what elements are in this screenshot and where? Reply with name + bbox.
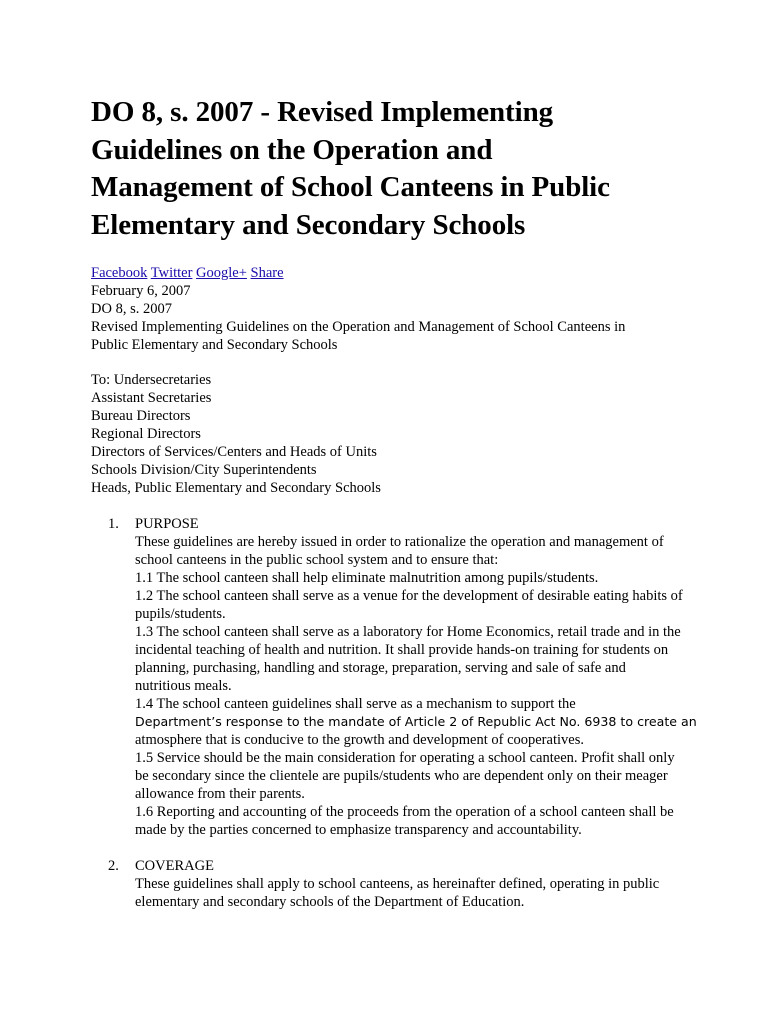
list-item: 1.3 The school canteen shall serve as a laboratory for Home Economics, retail trade and in the incidental teaching of health and nutrition. It shall provide hands-on training for students on planning, purchasing, handling and storage, preparation, serving and sale of safe and nutritious meals.: [135, 624, 681, 694]
google-plus-link[interactable]: Google+: [196, 265, 247, 281]
section-body: [135, 857, 683, 911]
share-link[interactable]: Share: [250, 265, 284, 281]
list-item-line: Department’s response to the mandate of Article 2 of Republic Act No. 6938 to create an: [135, 714, 697, 729]
document-page: [91, 94, 697, 911]
section-heading: COVERAGE: [135, 858, 214, 874]
spacer: [91, 354, 691, 371]
recipient-line: Assistant Secretaries: [91, 390, 212, 406]
list-item-line: 1.4 The school canteen guidelines shall serve as a mechanism to support the: [135, 696, 576, 712]
list-item: 1.1 The school canteen shall help eliminate malnutrition among pupils/students.: [135, 570, 599, 586]
recipient-line: To: Undersecretaries: [91, 372, 212, 388]
list-item-line: atmosphere that is conducive to the growth and development of cooperatives.: [135, 732, 584, 748]
section-number: 2.: [108, 858, 119, 874]
section-intro: These guidelines are hereby issued in order to rationalize the operation and management of school canteens in the public school system and to ensure that:: [135, 534, 664, 568]
section-heading: PURPOSE: [135, 516, 199, 532]
recipient-line: Schools Division/City Superintendents: [91, 462, 317, 478]
section-coverage: [91, 857, 691, 911]
page-title: DO 8, s. 2007 - Revised Implementing Guidelines on the Operation and Management of School Canteens in Public Elementary and Secondary Schools: [91, 96, 610, 241]
recipient-list: [91, 371, 691, 497]
list-item: [135, 695, 697, 749]
section-body: [135, 515, 697, 839]
document-date: February 6, 2007: [91, 283, 191, 299]
section-purpose: [91, 515, 697, 839]
recipient-line: Bureau Directors: [91, 408, 191, 424]
section-intro: These guidelines shall apply to school canteens, as hereinafter defined, operating in public elementary and secondary schools of the Department of Education.: [135, 876, 660, 910]
recipient-line: Regional Directors: [91, 426, 201, 442]
recipient-line: Heads, Public Elementary and Secondary Schools: [91, 480, 381, 496]
order-subject: Revised Implementing Guidelines on the Operation and Management of School Canteens in Public Elementary and Secondary Schools: [91, 319, 626, 353]
list-item: 1.2 The school canteen shall serve as a venue for the development of desirable eating habits of pupils/students.: [135, 588, 683, 622]
order-number: DO 8, s. 2007: [91, 301, 172, 317]
list-item: 1.6 Reporting and accounting of the proceeds from the operation of a school canteen shall be made by the parties concerned to emphasize transparency and accountability.: [135, 804, 674, 838]
twitter-link[interactable]: Twitter: [150, 265, 193, 281]
section-list: [91, 515, 697, 911]
recipient-line: Directors of Services/Centers and Heads of Units: [91, 444, 377, 460]
list-item: 1.5 Service should be the main consideration for operating a school canteen. Profit shall only be secondary since the clientele are pupils/students who are dependent only on their meager allowance from their parents.: [135, 750, 675, 802]
facebook-link[interactable]: Facebook: [91, 265, 148, 281]
section-number: 1.: [108, 516, 119, 532]
share-links: [91, 264, 691, 282]
